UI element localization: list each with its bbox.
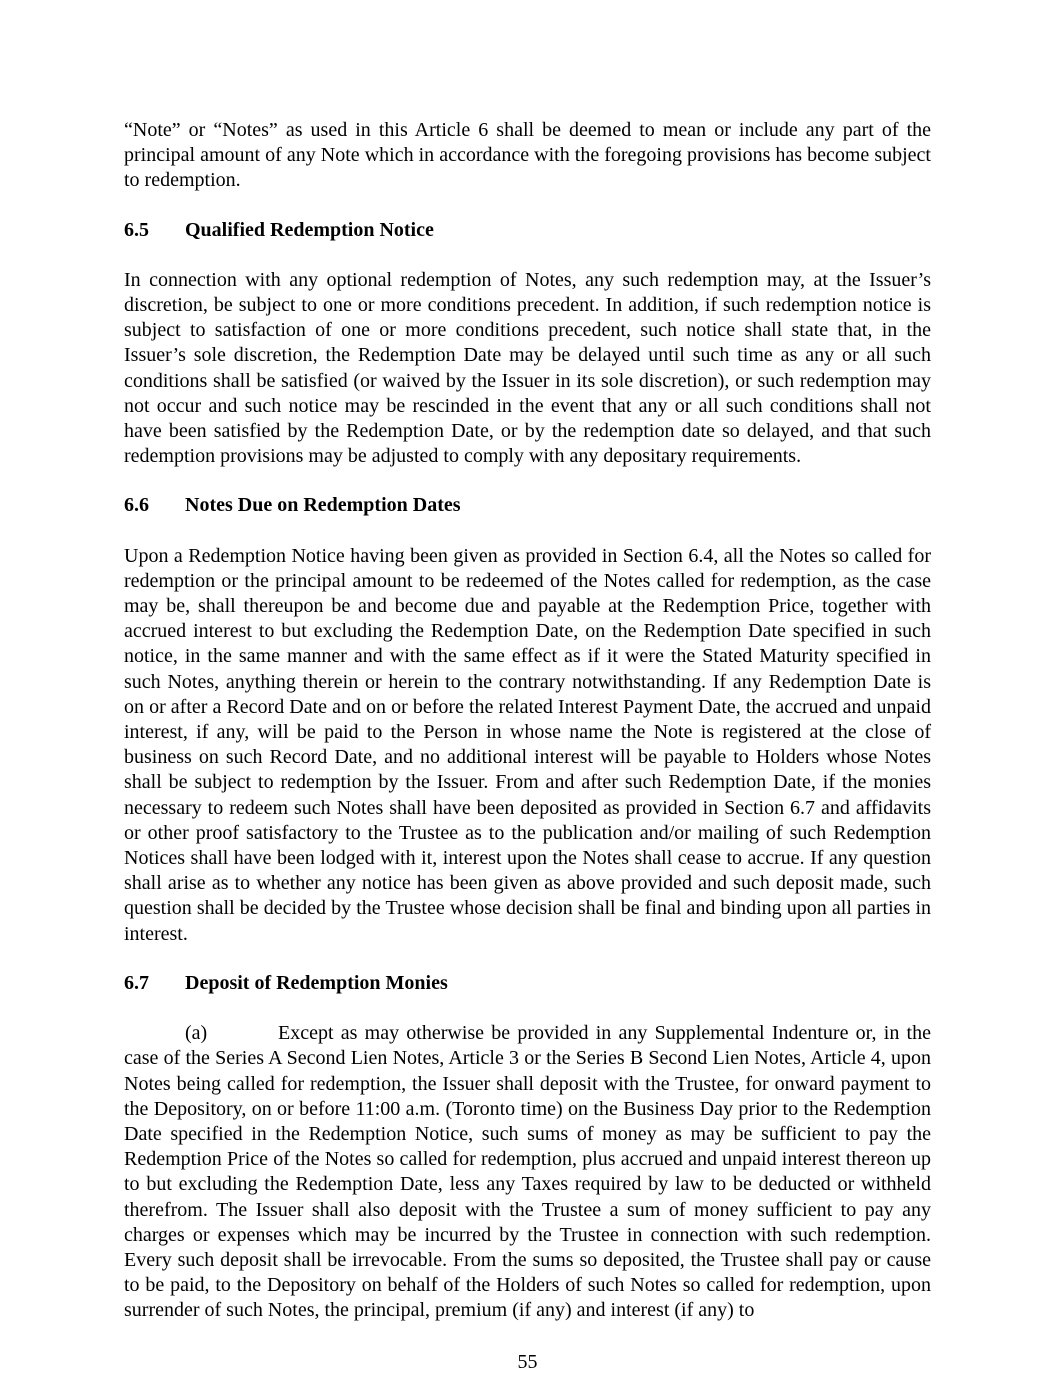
- paragraph-deposit-of-redemption-monies: [124, 1021, 931, 1323]
- section-number: 6.7: [124, 971, 149, 994]
- section-heading-6-6: [124, 493, 931, 518]
- page-number: 55: [517, 1350, 538, 1373]
- section-heading-6-5: [124, 218, 931, 243]
- section-number: 6.5: [124, 218, 149, 241]
- section-title: Qualified Redemption Notice: [185, 218, 434, 241]
- section-title: Deposit of Redemption Monies: [185, 971, 448, 994]
- paragraph-qualified-redemption-notice: In connection with any optional redemption of Notes, any such redemption may, at the Issuer’s discretion, be subject to one or more conditions precedent. In addition, if such redemption notice is subject to satisfaction of one or more conditions precedent, such notice shall state that, in the Issuer’s sole discretion, the Redemption Date may be delayed until such time as any or all such conditions shall be satisfied (or waived by the Issuer in its sole discretion), or such redemption may not occur and such notice may be rescinded in the event that any or all such conditions shall not have been satisfied by the Redemption Date, or by the redemption date so delayed, and that such redemption provisions may be adjusted to comply with any depositary requirements.: [124, 268, 931, 468]
- clause-text: Except as may otherwise be provided in any Supplemental Indenture or, in the case of the Series A Second Lien Notes, Article 3 or the Series B Second Lien Notes, Article 4, upon Notes being called for redemption, the Issuer shall deposit with the Trustee, for onward payment to the Depository, on or before 11:00 a.m. (Toronto time) on the Business Day prior to the Redemption Date specified in the Redemption Notice, such sums of money as may be sufficient to pay the Redemption Price of the Notes so called for redemption, plus accrued and unpaid interest thereon up to but excluding the Redemption Date, less any Taxes required by law to be deducted or withheld therefrom. The Issuer shall also deposit with the Trustee a sum of money sufficient to pay any charges or expenses which may be incurred by the Trustee in connection with such redemption. Every such deposit shall be irrevocable. From the sums so deposited, the Trustee shall pay or cause to be paid, to the Depository on behalf of the Holders of such Notes so called for redemption, upon surrender of such Notes, the principal, premium (if any) and interest (if any) to: [124, 1022, 931, 1322]
- clause-label: (a): [185, 1022, 208, 1045]
- section-title: Notes Due on Redemption Dates: [185, 494, 461, 517]
- paragraph-note-definition: “Note” or “Notes” as used in this Article 6 shall be deemed to mean or include any part of the principal amount of any Note which in accordance with the foregoing provisions has become subject to redemption.: [124, 119, 931, 192]
- section-number: 6.6: [124, 494, 149, 517]
- section-heading-6-7: [124, 971, 931, 996]
- paragraph-notes-due-on-redemption-dates: Upon a Redemption Notice having been given as provided in Section 6.4, all the Notes so called for redemption or the principal amount to be redeemed of the Notes called for redemption, as the case may be, shall thereupon be and become due and payable at the Redemption Price, together with accrued interest to but excluding the Redemption Date, on the Redemption Date specified in such notice, in the same manner and with the same effect as if it were the Stated Maturity specified in such Notes, anything therein or herein to the contrary notwithstanding. If any Redemption Date is on or after a Record Date and on or before the related Interest Payment Date, the accrued and unpaid interest, if any, will be paid to the Person in whose name the Note is registered at the close of business on such Record Date, and no additional interest will be payable to Holders whose Notes shall be subject to redemption by the Issuer. From and after such Redemption Date, if the monies necessary to redeem such Notes shall have been deposited as provided in Section 6.7 and affidavits or other proof satisfactory to the Trustee as to the publication and/or mailing of such Redemption Notices shall have been lodged with it, interest upon the Notes shall cease to accrue. If any question shall arise as to whether any notice has been given as above provided and such deposit made, such question shall be decided by the Trustee whose decision shall be final and binding upon all parties in interest.: [124, 544, 931, 945]
